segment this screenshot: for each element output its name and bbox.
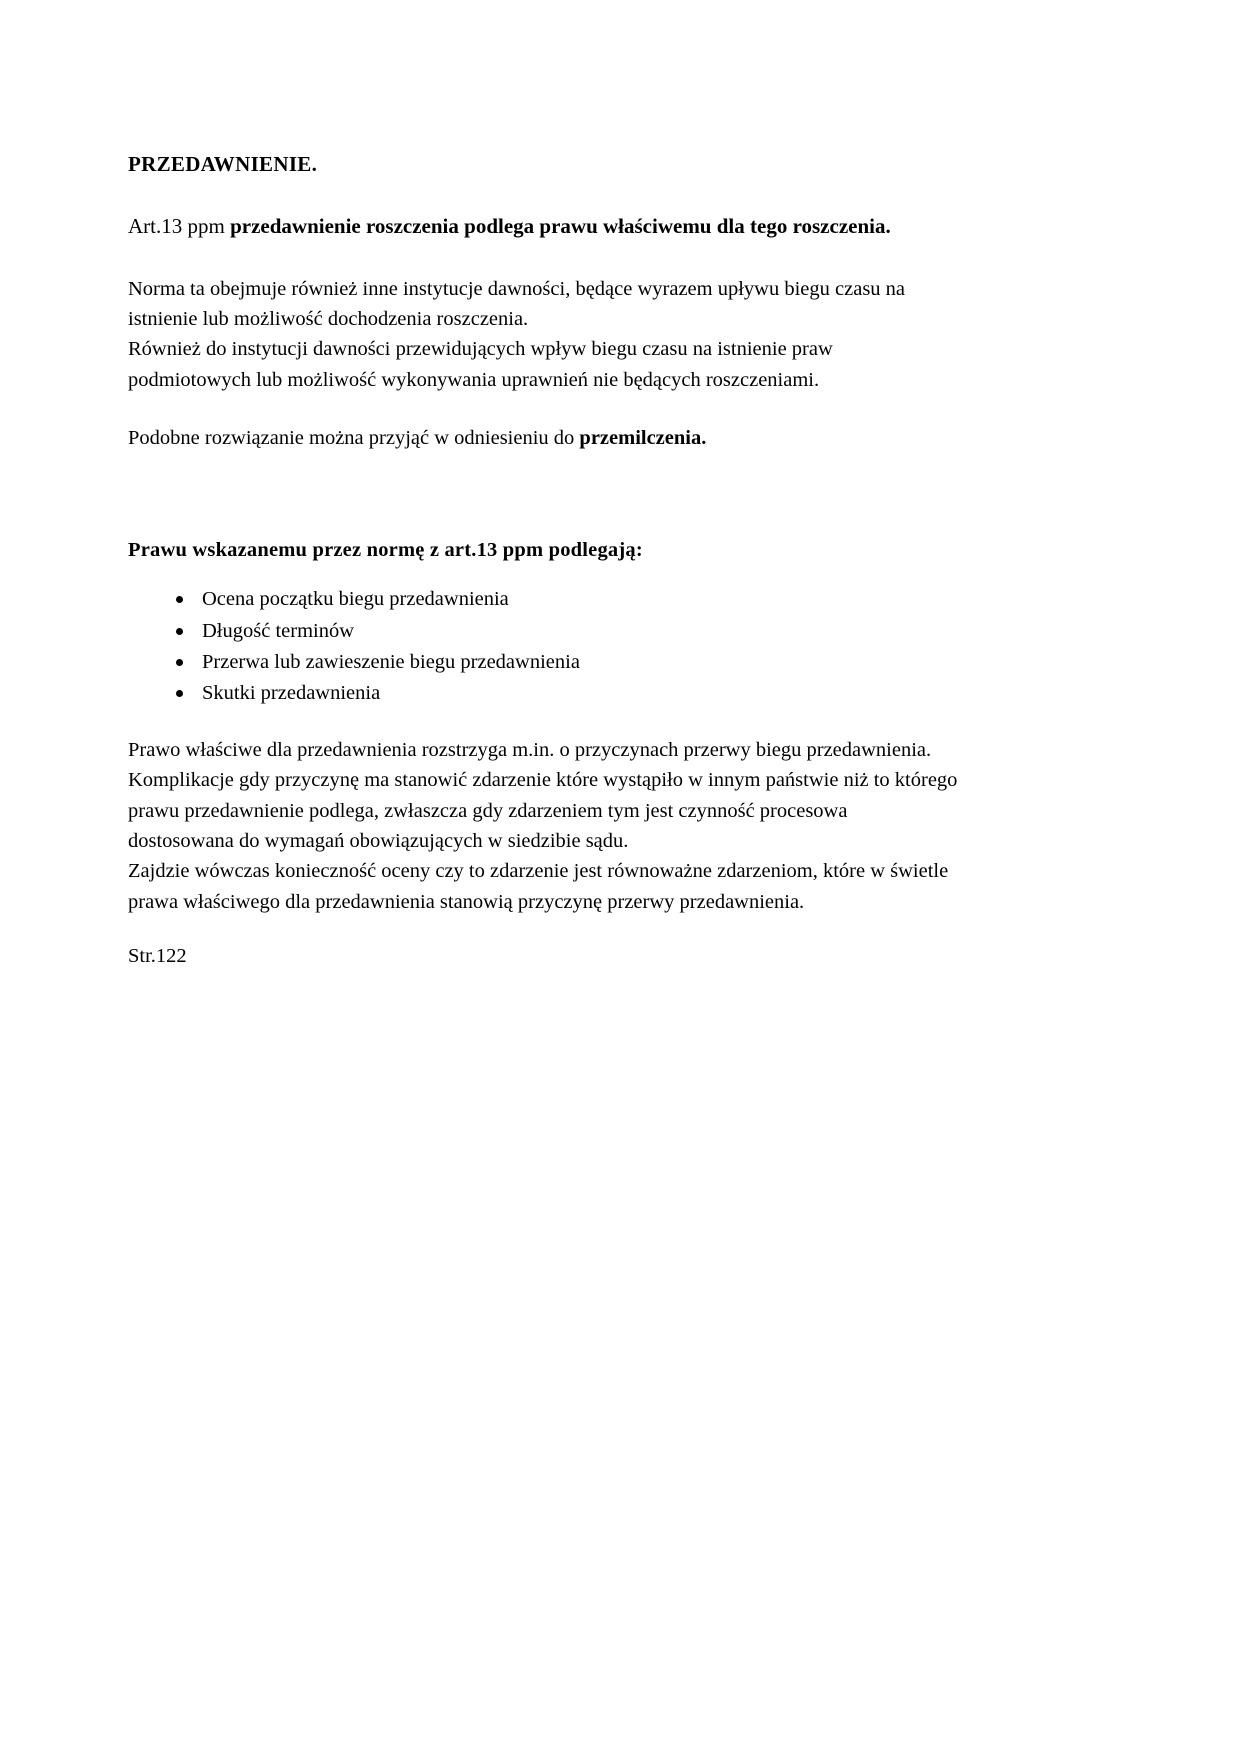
lead-paragraph xyxy=(128,212,958,241)
page-title: PRZEDAWNIENIE. xyxy=(128,152,318,176)
przemilczenie-bold-text: przemilczenia. xyxy=(579,427,707,450)
bullet-list xyxy=(128,584,958,709)
page-reference: Str.122 xyxy=(128,944,187,967)
list-item: Przerwa lub zawieszenie biegu przedawnienia xyxy=(172,647,958,678)
list-item: Ocena początku biegu przedawnienia xyxy=(172,584,958,615)
paragraph-przemilczenie xyxy=(128,423,958,453)
paragraph-zajdzie: Zajdzie wówczas konieczność oceny czy to zdarzenie jest równoważne zdarzeniom, które w świetle prawa właściwego dla przedawnienia stanowią przyczynę przerwy przedawnienia. xyxy=(128,860,949,913)
list-item: Skutki przedawnienia xyxy=(172,678,958,709)
paragraph-komplikacje: Komplikacje gdy przyczynę ma stanowić zdarzenie które wystąpiło w innym państwie niż to którego prawu przedawnienie podlega, zwłaszcza gdy zdarzeniem tym jest czynność procesowa dostosowana do wymagań obowiązujących w siedzibie sądu. xyxy=(128,769,958,852)
subheading-podlegaja: Prawu wskazanemu przez normę z art.13 ppm podlegają: xyxy=(128,539,643,562)
list-item: Długość terminów xyxy=(172,616,958,647)
lead-bold-text: przedawnienie roszczenia podlega prawu właściwemu dla tego roszczenia. xyxy=(230,214,891,239)
lead-plain-text: Art.13 ppm xyxy=(128,214,231,239)
paragraph-prawo-wlasciwe: Prawo właściwe dla przedawnienia rozstrzyga m.in. o przyczynach przerwy biegu przedawnienia. xyxy=(128,739,932,761)
przemilczenie-plain-text: Podobne rozwiązanie można przyjąć w odniesieniu do xyxy=(128,427,580,450)
section-spacer xyxy=(128,453,958,539)
paragraph-norma: Norma ta obejmuje również inne instytucje dawności, będące wyrazem upływu biegu czasu na istnienie lub możliwość dochodzenia roszczenia. xyxy=(128,277,906,331)
document-body xyxy=(128,150,958,988)
paragraph-rowniez: Również do instytucji dawności przewidujących wpływ biegu czasu na istnienie praw podmiotowych lub możliwość wykonywania uprawnień nie będących roszczeniami. xyxy=(128,338,833,391)
